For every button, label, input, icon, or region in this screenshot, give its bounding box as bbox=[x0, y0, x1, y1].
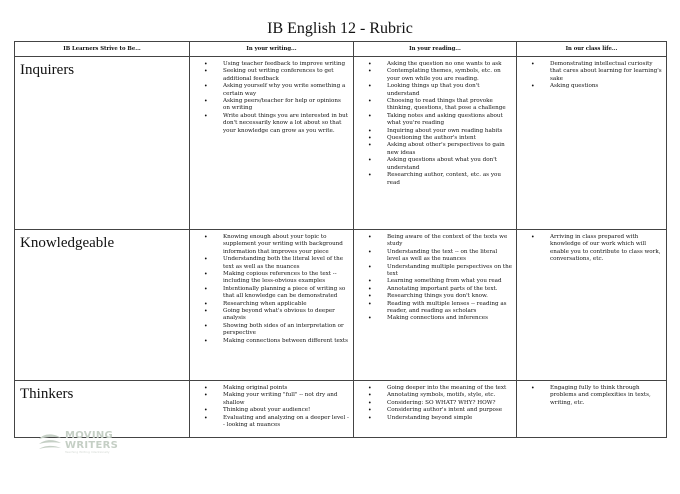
class-life-cell bbox=[517, 57, 667, 230]
moving-writers-logo bbox=[38, 430, 158, 456]
moving-writers-swoosh-icon bbox=[38, 432, 62, 452]
list-item: • Making your writing "full" -- not dry and shallow bbox=[198, 392, 349, 407]
reading-cell bbox=[354, 57, 517, 230]
list-item: • Understanding multiple perspectives on the text bbox=[362, 264, 512, 279]
list-item: • Contemplating themes, symbols, etc. on your own while you are reading. bbox=[362, 68, 512, 83]
reading-list bbox=[362, 234, 512, 323]
list-item: • Asking yourself why you write something a certain way bbox=[198, 83, 349, 98]
list-item: • Asking questions about what you don't understand bbox=[362, 157, 512, 172]
rubric-row-thinkers bbox=[15, 381, 667, 438]
header-reading: In your reading... bbox=[354, 42, 517, 57]
list-item: • Reading with multiple lenses -- reading as reader, and reading as scholars bbox=[362, 301, 512, 316]
list-item: • Engaging fully to think through problems and complexities in texts, writing, etc. bbox=[525, 385, 662, 407]
rubric-row-knowledgeable bbox=[15, 230, 667, 381]
list-item: • Being aware of the context of the texts we study bbox=[362, 234, 512, 249]
page-title: IB English 12 - Rubric bbox=[267, 20, 413, 37]
list-item: • Asking peers/teacher for help or opinions on writing bbox=[198, 98, 349, 113]
list-item: • Researching when applicable bbox=[198, 301, 349, 308]
writing-cell bbox=[190, 381, 354, 438]
list-item: • Researching things you don't know. bbox=[362, 293, 512, 300]
list-item: • Arriving in class prepared with knowledge of our work which will enable you to contribute to class work, conversations, etc. bbox=[525, 234, 662, 264]
reading-list bbox=[362, 61, 512, 187]
list-item: • Seeking out writing conferences to get additional feedback bbox=[198, 68, 349, 83]
list-item: • Intentionally planning a piece of writing so that all knowledge can be demonstrated bbox=[198, 286, 349, 301]
list-item: • Researching author, context, etc. as you read bbox=[362, 172, 512, 187]
list-item: • Showing both sides of an interpretation or perspective bbox=[198, 323, 349, 338]
list-item: • Annotating symbols, motifs, style, etc. bbox=[362, 392, 512, 399]
class-life-cell bbox=[517, 230, 667, 381]
header-ib-learners: IB Learners Strive to Be... bbox=[15, 42, 190, 57]
logo-line-2: WRITERS bbox=[65, 439, 119, 451]
class-life-list bbox=[525, 234, 662, 264]
logo-wordmark bbox=[65, 431, 118, 450]
header-row bbox=[15, 42, 667, 57]
list-item: • Understanding beyond simple bbox=[362, 415, 512, 422]
list-item: • Knowing enough about your topic to supplement your writing with background information that improves your piece bbox=[198, 234, 349, 256]
list-item: • Considering author's intent and purpose bbox=[362, 407, 512, 414]
list-item: • Thinking about your audience! bbox=[198, 407, 349, 414]
list-item: • Inquiring about your own reading habits bbox=[362, 128, 512, 135]
header-writing: In your writing... bbox=[190, 42, 354, 57]
list-item: • Questioning the author's intent bbox=[362, 135, 512, 142]
logo-tagline: Teaching Writing Intentionally bbox=[65, 450, 110, 454]
writing-cell bbox=[190, 230, 354, 381]
header-class-life: In our class life... bbox=[517, 42, 667, 57]
list-item: • Choosing to read things that provoke thinking, questions, that pose a challenge bbox=[362, 98, 512, 113]
list-item: • Asking questions bbox=[525, 83, 662, 90]
list-item: • Making copious references to the text -- including the less-obvious examples bbox=[198, 271, 349, 286]
list-item: • Annotating important parts of the text. bbox=[362, 286, 512, 293]
list-item: • Evaluating and analyzing on a deeper level -- looking at nuances bbox=[198, 415, 349, 430]
writing-list bbox=[198, 385, 349, 429]
list-item: • Making original points bbox=[198, 385, 349, 392]
list-item: • Making connections and inferences bbox=[362, 315, 512, 322]
reading-cell bbox=[354, 230, 517, 381]
list-item: • Going beyond what's obvious to deeper analysis bbox=[198, 308, 349, 323]
logo-line-1: MOVING bbox=[65, 430, 114, 441]
list-item: • Going deeper into the meaning of the text bbox=[362, 385, 512, 392]
list-item: • Using teacher feedback to improve writing bbox=[198, 61, 349, 68]
reading-cell bbox=[354, 381, 517, 438]
rubric-row-inquirers bbox=[15, 57, 667, 230]
list-item: • Demonstrating intellectual curiosity that cares about learning for learning's sake bbox=[525, 61, 662, 83]
list-item: • Asking the question no one wants to ask bbox=[362, 61, 512, 68]
trait-label: Inquirers bbox=[15, 57, 190, 230]
list-item: • Considering: SO WHAT? WHY? HOW? bbox=[362, 400, 512, 407]
trait-label: Knowledgeable bbox=[15, 230, 190, 381]
rubric-table bbox=[14, 41, 667, 438]
list-item: • Understanding both the literal level of the text as well as the nuances bbox=[198, 256, 349, 271]
list-item: • Understanding the text -- on the literal level as well as the nuances bbox=[362, 249, 512, 264]
list-item: • Asking about other's perspectives to gain new ideas bbox=[362, 142, 512, 157]
class-life-list bbox=[525, 385, 662, 407]
list-item: • Learning something from what you read bbox=[362, 278, 512, 285]
reading-list bbox=[362, 385, 512, 422]
list-item: • Write about things you are interested in but don't necessarily know a lot about so that your knowledge can grow as you write. bbox=[198, 113, 349, 135]
class-life-cell bbox=[517, 381, 667, 438]
list-item: • Making connections between different texts bbox=[198, 338, 349, 345]
writing-list bbox=[198, 61, 349, 135]
class-life-list bbox=[525, 61, 662, 91]
list-item: • Taking notes and asking questions about what you're reading bbox=[362, 113, 512, 128]
writing-cell bbox=[190, 57, 354, 230]
writing-list bbox=[198, 234, 349, 345]
trait-label: Thinkers bbox=[15, 381, 190, 438]
list-item: • Looking things up that you don't understand bbox=[362, 83, 512, 98]
